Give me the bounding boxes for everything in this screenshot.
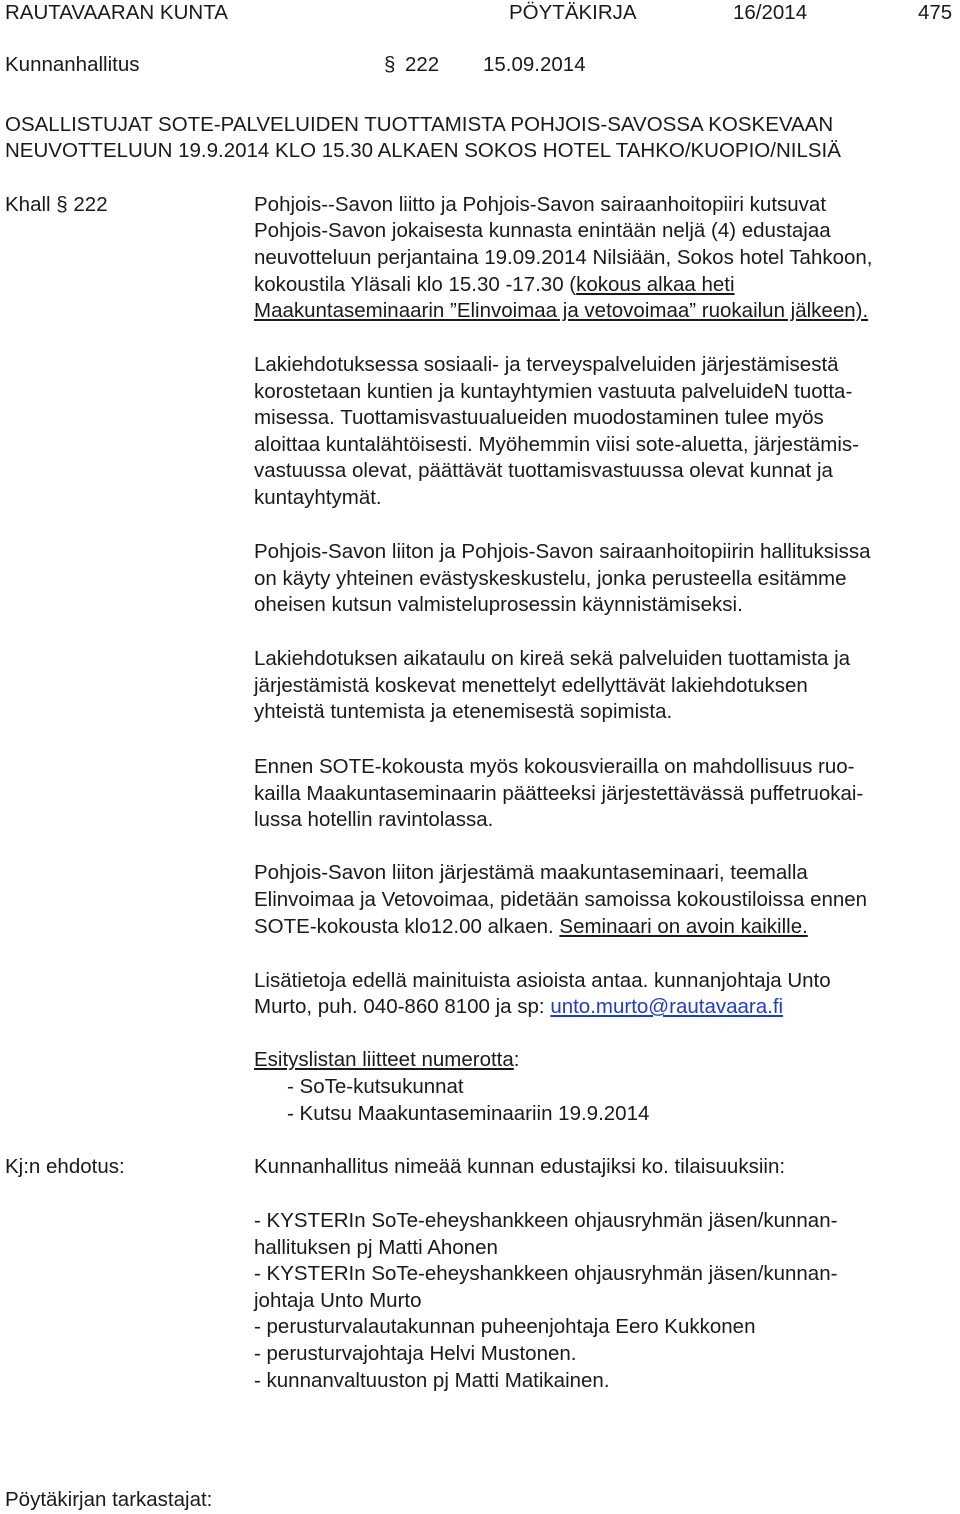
paragraph-2 — [254, 352, 859, 512]
paragraph-line: on käyty yhteinen evästyskeskustelu, jonka perusteella esitämme — [254, 566, 847, 590]
paragraph-line: vastuussa olevat, päättävät tuottamisvastuussa olevat kunnat ja — [254, 459, 833, 483]
proposal-list-line: - perusturvajohtaja Helvi Mustonen. — [254, 1341, 577, 1365]
p6-line-2: Elinvoimaa ja Vetovoimaa, pidetään samoissa kokoustiloissa ennen — [254, 888, 868, 911]
proposal-list-line: johtaja Unto Murto — [254, 1288, 422, 1312]
attachments-heading-text: Esityslistan liitteet numerotta — [254, 1048, 514, 1071]
p1-line-2: Pohjois-Savon jokaisesta kunnasta enintään neljä (4) edustajaa — [254, 219, 831, 242]
paragraph-line: aloittaa kuntalähtöisesti. Myöhemmin viisi sote-aluetta, järjestämis- — [254, 432, 860, 456]
paragraph-4 — [254, 646, 850, 726]
paragraph-line: yhteistä tuntemista ja etenemisestä sopimista. — [254, 700, 673, 724]
proposal-list-line: - KYSTERIn SoTe-eheyshankkeen ohjausryhmän jäsen/kunnan- — [254, 1262, 838, 1286]
title-line-2: NEUVOTTELUUN 19.9.2014 KLO 15.30 ALKAEN SOKOS HOTEL TAHKO/KUOPIO/NILSIÄ — [5, 139, 841, 162]
paragraph-line: kuntayhtymät. — [254, 485, 382, 509]
document-type: PÖYTÄKIRJA — [509, 1, 637, 24]
document-number: 16/2014 — [733, 1, 808, 24]
attachments-colon: : — [513, 1048, 520, 1071]
paragraph-5 — [254, 754, 863, 834]
paragraph-3 — [254, 539, 870, 619]
p1-line-4-text: kokoustila Yläsali klo 15.30 -17.30 ( — [254, 273, 577, 296]
paragraph-line: oheisen kutsun valmisteluprosessin käynnistämiseksi. — [254, 593, 743, 617]
attachment-item: - Kutsu Maakuntaseminaariin 19.9.2014 — [287, 1102, 650, 1125]
p1-line-1: Pohjois--Savon liitto ja Pohjois-Savon sairaanhoitopiiri kutsuvat — [254, 193, 827, 216]
p1-line-4 — [254, 272, 735, 299]
p1-line-3: neuvotteluun perjantaina 19.09.2014 Nilsiään, Sokos hotel Tahkoon, — [254, 246, 873, 269]
proposal-list — [254, 1208, 837, 1394]
section-sign: § — [384, 53, 396, 76]
proposal-list-line: - perusturvalautakunnan puheenjohtaja Eero Kukkonen — [254, 1315, 756, 1339]
khall-text: Khall — [5, 193, 51, 216]
paragraph-line: misessa. Tuottamisvastuualueiden muodostaminen tulee myös — [254, 406, 824, 430]
meeting-body: Kunnanhallitus — [5, 53, 140, 76]
paragraph-line: Lakiehdotuksessa sosiaali- ja terveyspalveluiden järjestämisestä — [254, 353, 839, 376]
proposal-intro: Kunnanhallitus nimeää kunnan edustajiksi ko. tilaisuuksiin: — [254, 1155, 786, 1178]
p7-line-2-text: Murto, puh. 040-860 8100 ja sp: — [254, 995, 551, 1018]
p7-line-2 — [254, 994, 783, 1021]
section-number: 222 — [405, 53, 440, 76]
inspectors-label: Pöytäkirjan tarkastajat: — [5, 1488, 213, 1511]
p1-underlined-note: kokous alkaa heti — [576, 273, 735, 296]
seminar-open-note: Seminaari on avoin kaikille. — [559, 915, 808, 938]
khall-section-sign: § — [56, 193, 68, 216]
paragraph-line: Pohjois-Savon liiton ja Pohjois-Savon sairaanhoitopiirin hallituksissa — [254, 540, 871, 563]
khall-number: 222 — [73, 193, 108, 216]
p6-line-3-text: SOTE-kokousta klo12.00 alkaen. — [254, 915, 560, 938]
org-name: RAUTAVAARAN KUNTA — [5, 1, 228, 24]
attachments-heading — [254, 1047, 519, 1074]
khall-label — [5, 192, 108, 219]
paragraph-line: lussa hotellin ravintolassa. — [254, 808, 494, 832]
email-link[interactable]: unto.murto@rautavaara.fi — [550, 995, 784, 1018]
p6-line-1: Pohjois-Savon liiton järjestämä maakuntaseminaari, teemalla — [254, 861, 808, 884]
paragraph-line: järjestämistä koskevat menettelyt edellyttävät lakiehdotuksen — [254, 673, 808, 697]
paragraph-line: Ennen SOTE-kokousta myös kokousvierailla on mahdollisuus ruo- — [254, 755, 855, 778]
title-line-1: OSALLISTUJAT SOTE-PALVELUIDEN TUOTTAMISTA POHJOIS-SAVOSSA KOSKEVAAN — [5, 113, 834, 136]
p1-line-5: Maakuntaseminaarin ”Elinvoimaa ja vetovoimaa” ruokailun jälkeen). — [254, 299, 869, 322]
proposal-list-line: hallituksen pj Matti Ahonen — [254, 1235, 498, 1259]
paragraph-line: kailla Maakuntaseminaarin päätteeksi järjestettävässä puffetruokai- — [254, 781, 864, 805]
meeting-date: 15.09.2014 — [483, 53, 586, 76]
proposal-list-line: - KYSTERIn SoTe-eheyshankkeen ohjausryhmän jäsen/kunnan- — [254, 1209, 838, 1232]
paragraph-line: korostetaan kuntien ja kuntayhtymien vastuuta palveluideN tuotta- — [254, 379, 853, 403]
p7-line-1: Lisätietoja edellä mainituista asioista antaa. kunnanjohtaja Unto — [254, 969, 831, 992]
proposal-list-line: - kunnanvaltuuston pj Matti Matikainen. — [254, 1368, 610, 1392]
p6-line-3 — [254, 914, 808, 941]
proposal-label: Kj:n ehdotus: — [5, 1155, 125, 1178]
page-number: 475 — [918, 1, 953, 24]
paragraph-line: Lakiehdotuksen aikataulu on kireä sekä palveluiden tuottamista ja — [254, 647, 851, 670]
attachment-item: - SoTe-kutsukunnat — [287, 1075, 464, 1098]
